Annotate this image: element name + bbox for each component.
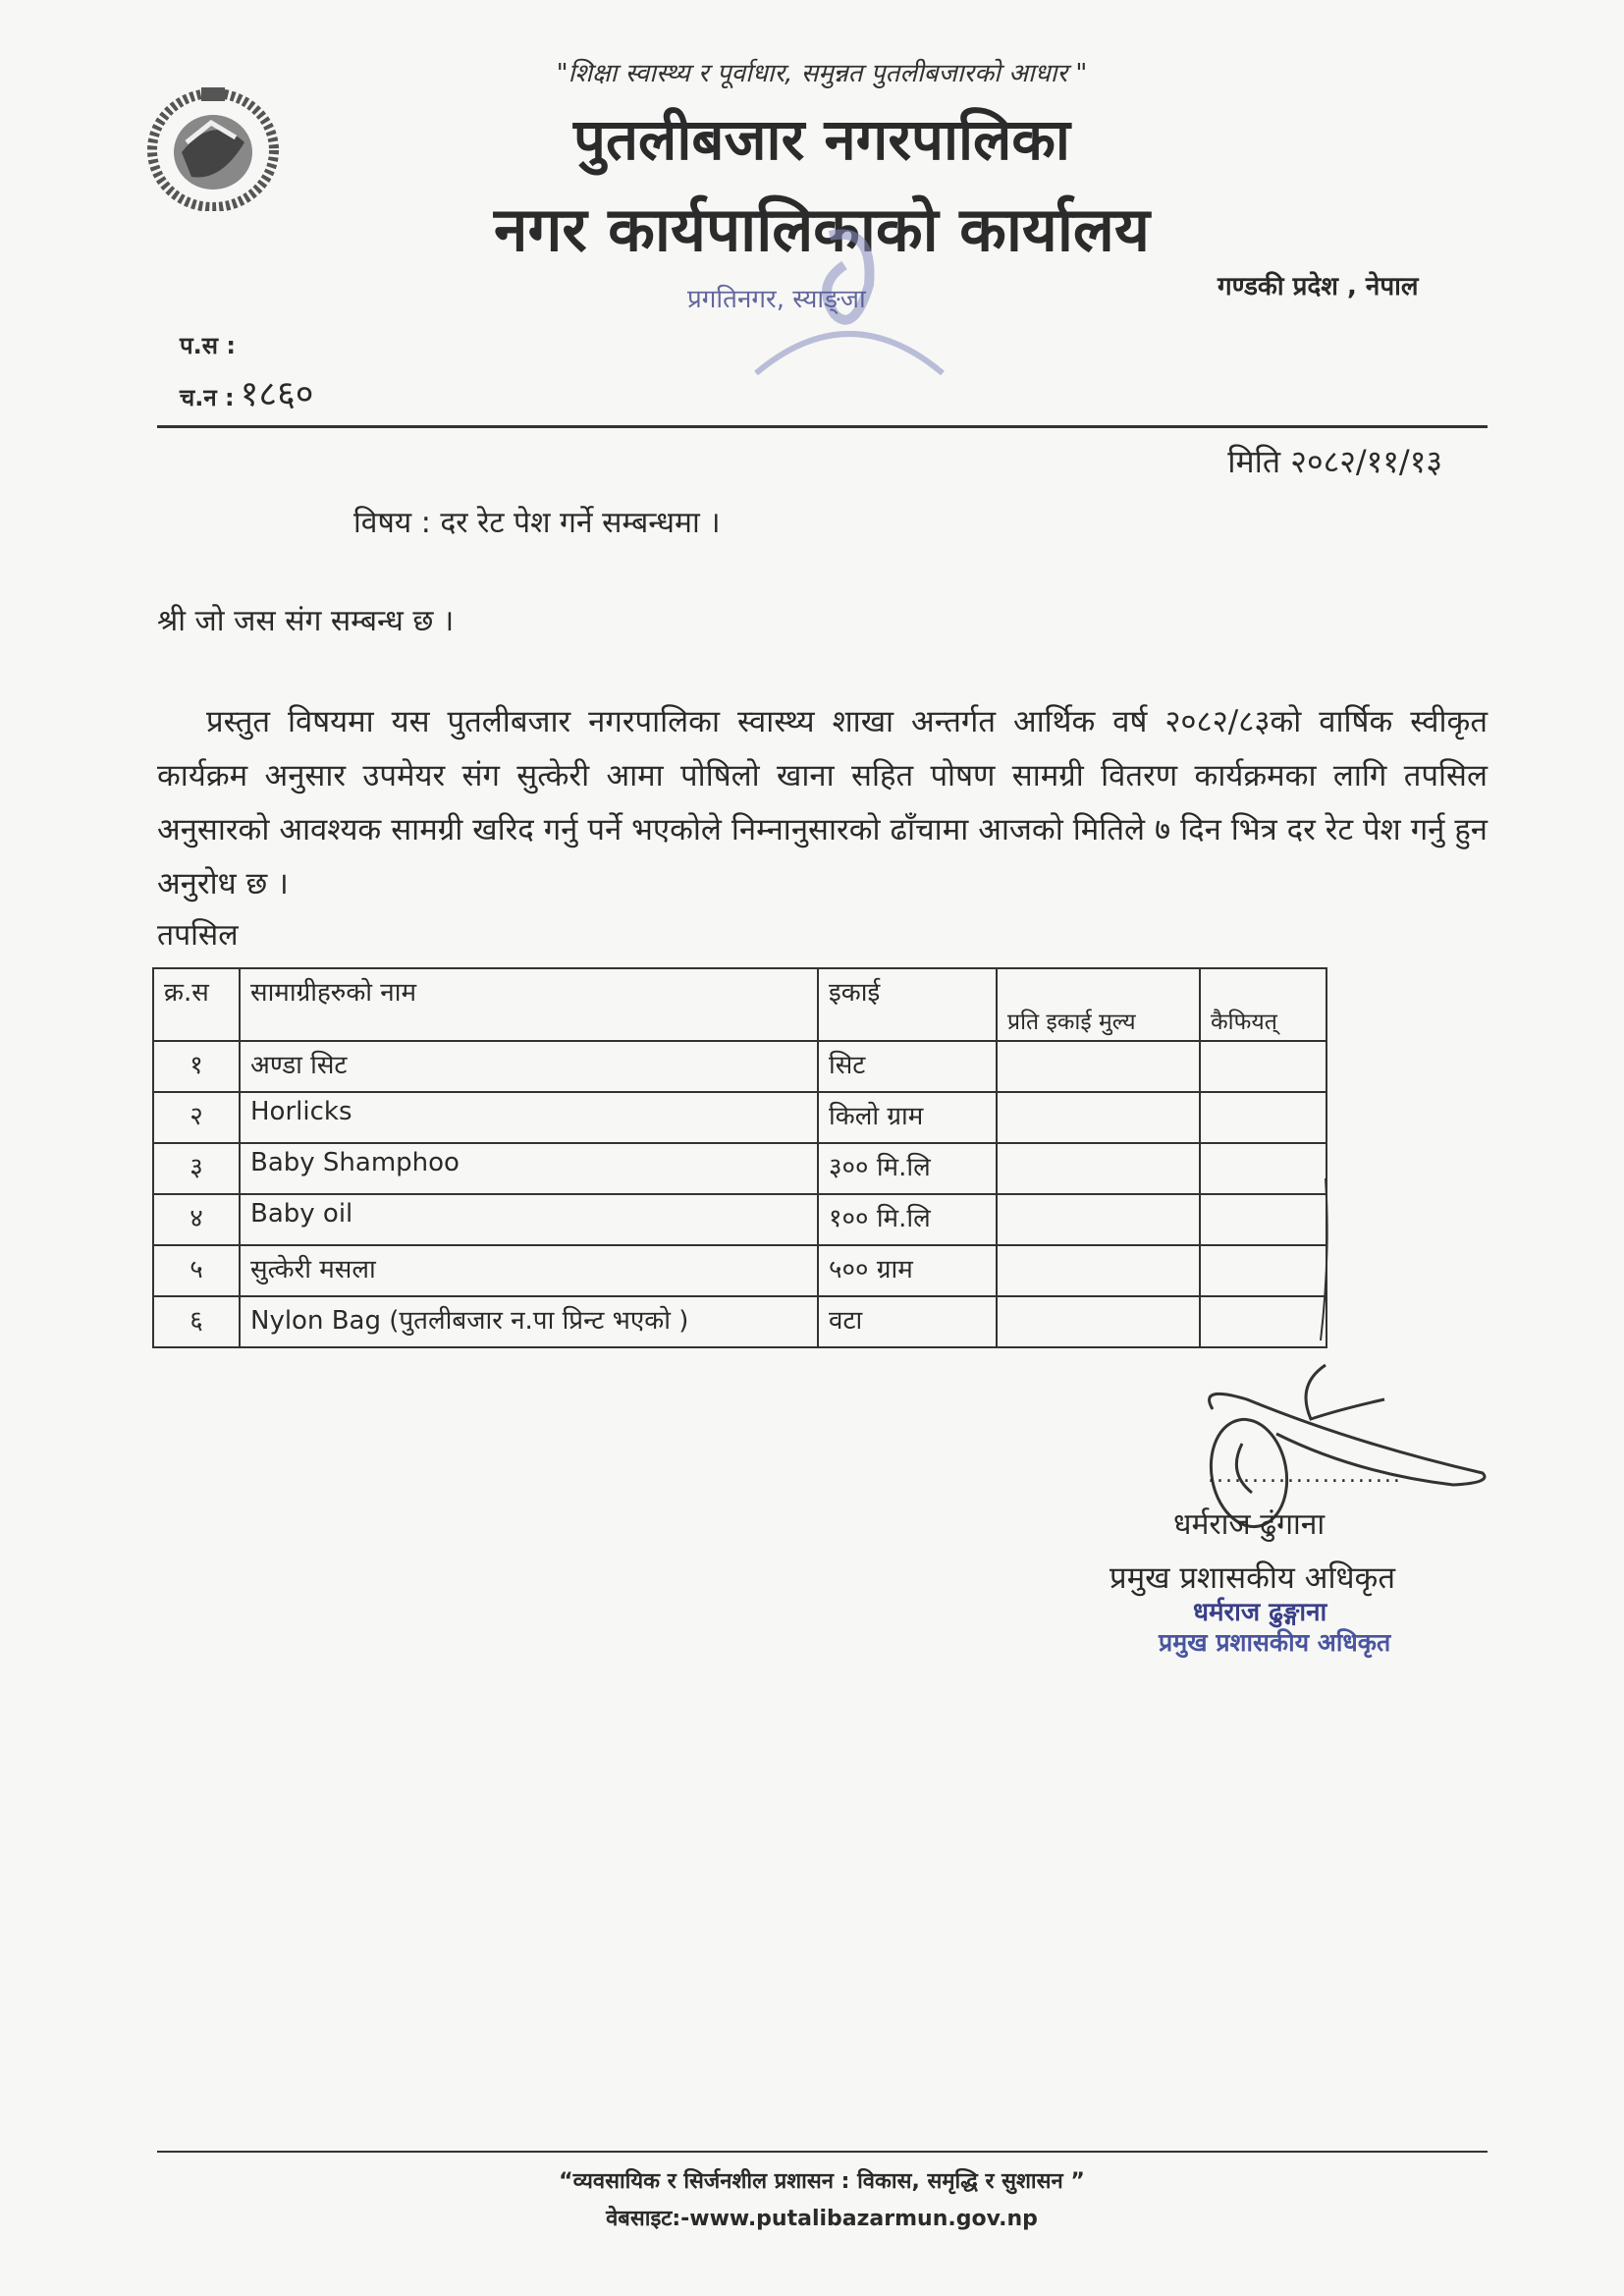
row-item-name: अण्डा सिट xyxy=(240,1041,818,1092)
row-item-name: Baby oil xyxy=(240,1194,818,1245)
signatory-title: प्रमुख प्रशासकीय अधिकृत xyxy=(1110,1560,1396,1596)
row-sn: ३ xyxy=(153,1143,240,1194)
row-sn: १ xyxy=(153,1041,240,1092)
row-item-name: Baby Shamphoo xyxy=(240,1143,818,1194)
cn-field xyxy=(180,368,314,416)
signature-line: ...................... xyxy=(1208,1463,1402,1488)
row-unit-price xyxy=(997,1041,1200,1092)
header-divider xyxy=(157,425,1488,428)
table-row xyxy=(153,1143,1326,1194)
table-header-row xyxy=(153,968,1326,1041)
row-unit: सिट xyxy=(818,1041,997,1092)
province-label: गण्डकी प्रदेश , नेपाल xyxy=(1218,272,1419,301)
office-seal-text: प्रगतिनगर, स्याङ्जा xyxy=(687,285,866,314)
table-row xyxy=(153,1296,1326,1347)
header-unit: इकाई xyxy=(818,968,997,1041)
row-unit: वटा xyxy=(818,1296,997,1347)
footer-website: वेबसाइट:-www.putalibazarmun.gov.np xyxy=(606,2207,1038,2231)
office-seal-icon xyxy=(736,226,962,412)
row-remarks xyxy=(1200,1092,1326,1143)
letter-date: मिति २०८२/११/१३ xyxy=(1227,443,1442,480)
row-unit: किलो ग्राम xyxy=(818,1092,997,1143)
municipality-title: पुतलीबजार नगरपालिका xyxy=(573,106,1070,173)
signatory-name: धर्मराज ढुंगाना xyxy=(1173,1507,1326,1542)
header-sn: क्र.स xyxy=(153,968,240,1041)
row-unit: १०० मि.लि xyxy=(818,1194,997,1245)
row-remarks xyxy=(1200,1041,1326,1092)
stamp-name: धर्मराज ढुङ्गाना xyxy=(1193,1598,1327,1627)
tagline: "शिक्षा स्वास्थ्य र पूर्वाधार, समुन्नत पुतलीबजारको आधार " xyxy=(556,59,1088,88)
table-row xyxy=(153,1092,1326,1143)
table-row xyxy=(153,1245,1326,1296)
letter-body: प्रस्तुत विषयमा यस पुतलीबजार नगरपालिका स्वास्थ्य शाखा अन्तर्गत आर्थिक वर्ष २०८२/८३को वार्षिक स्वीकृत कार्यक्रम अनुसार उपमेयर संग सुत्केरी आमा पोषिलो खाना सहित पोषण सामग्री वितरण कार्यक्रमका लागि तपसिल अनुसारको आवश्यक सामग्री खरिद गर्नु पर्ने भएकोले निम्नानुसारको ढाँचामा आजको मितिले ७ दिन भित्र दर रेट पेश गर्नु हुन अनुरोध छ । xyxy=(157,704,1488,902)
ps-label: प.स : xyxy=(180,332,236,359)
header-unit-price: प्रति इकाई मुल्य xyxy=(997,968,1200,1041)
row-sn: २ xyxy=(153,1092,240,1143)
footer-slogan: “व्यवसायिक र सिर्जनशील प्रशासन : विकास, समृद्धि र सुशासन ” xyxy=(559,2169,1085,2194)
letter-subject: विषय : दर रेट पेश गर्ने सम्बन्धमा । xyxy=(353,506,721,540)
row-sn: ६ xyxy=(153,1296,240,1347)
stamp-title: प्रमुख प्रशासकीय अधिकृत xyxy=(1159,1628,1391,1657)
items-table xyxy=(152,967,1327,1348)
tapasil-label: तपसिल xyxy=(157,918,239,953)
row-sn: ५ xyxy=(153,1245,240,1296)
office-title: नगर कार्यपालिकाको कार्यालय xyxy=(494,193,1150,265)
row-sn: ४ xyxy=(153,1194,240,1245)
table-row xyxy=(153,1194,1326,1245)
header-item-name: सामाग्रीहरुको नाम xyxy=(240,968,818,1041)
cn-label: च.न : xyxy=(180,384,235,411)
table-row xyxy=(153,1041,1326,1092)
row-unit: ५०० ग्राम xyxy=(818,1245,997,1296)
row-item-name: Nylon Bag (पुतलीबजार न.पा प्रिन्ट भएको ) xyxy=(240,1296,818,1347)
row-item-name: सुत्केरी मसला xyxy=(240,1245,818,1296)
cn-value: १८६० xyxy=(240,374,314,414)
row-item-name: Horlicks xyxy=(240,1092,818,1143)
footer-divider xyxy=(157,2151,1488,2153)
row-unit-price xyxy=(997,1092,1200,1143)
salutation: श्री जो जस संग सम्बन्ध छ । xyxy=(157,604,455,638)
header-remarks: कैफियत् xyxy=(1200,968,1326,1041)
row-unit: ३०० मि.लि xyxy=(818,1143,997,1194)
